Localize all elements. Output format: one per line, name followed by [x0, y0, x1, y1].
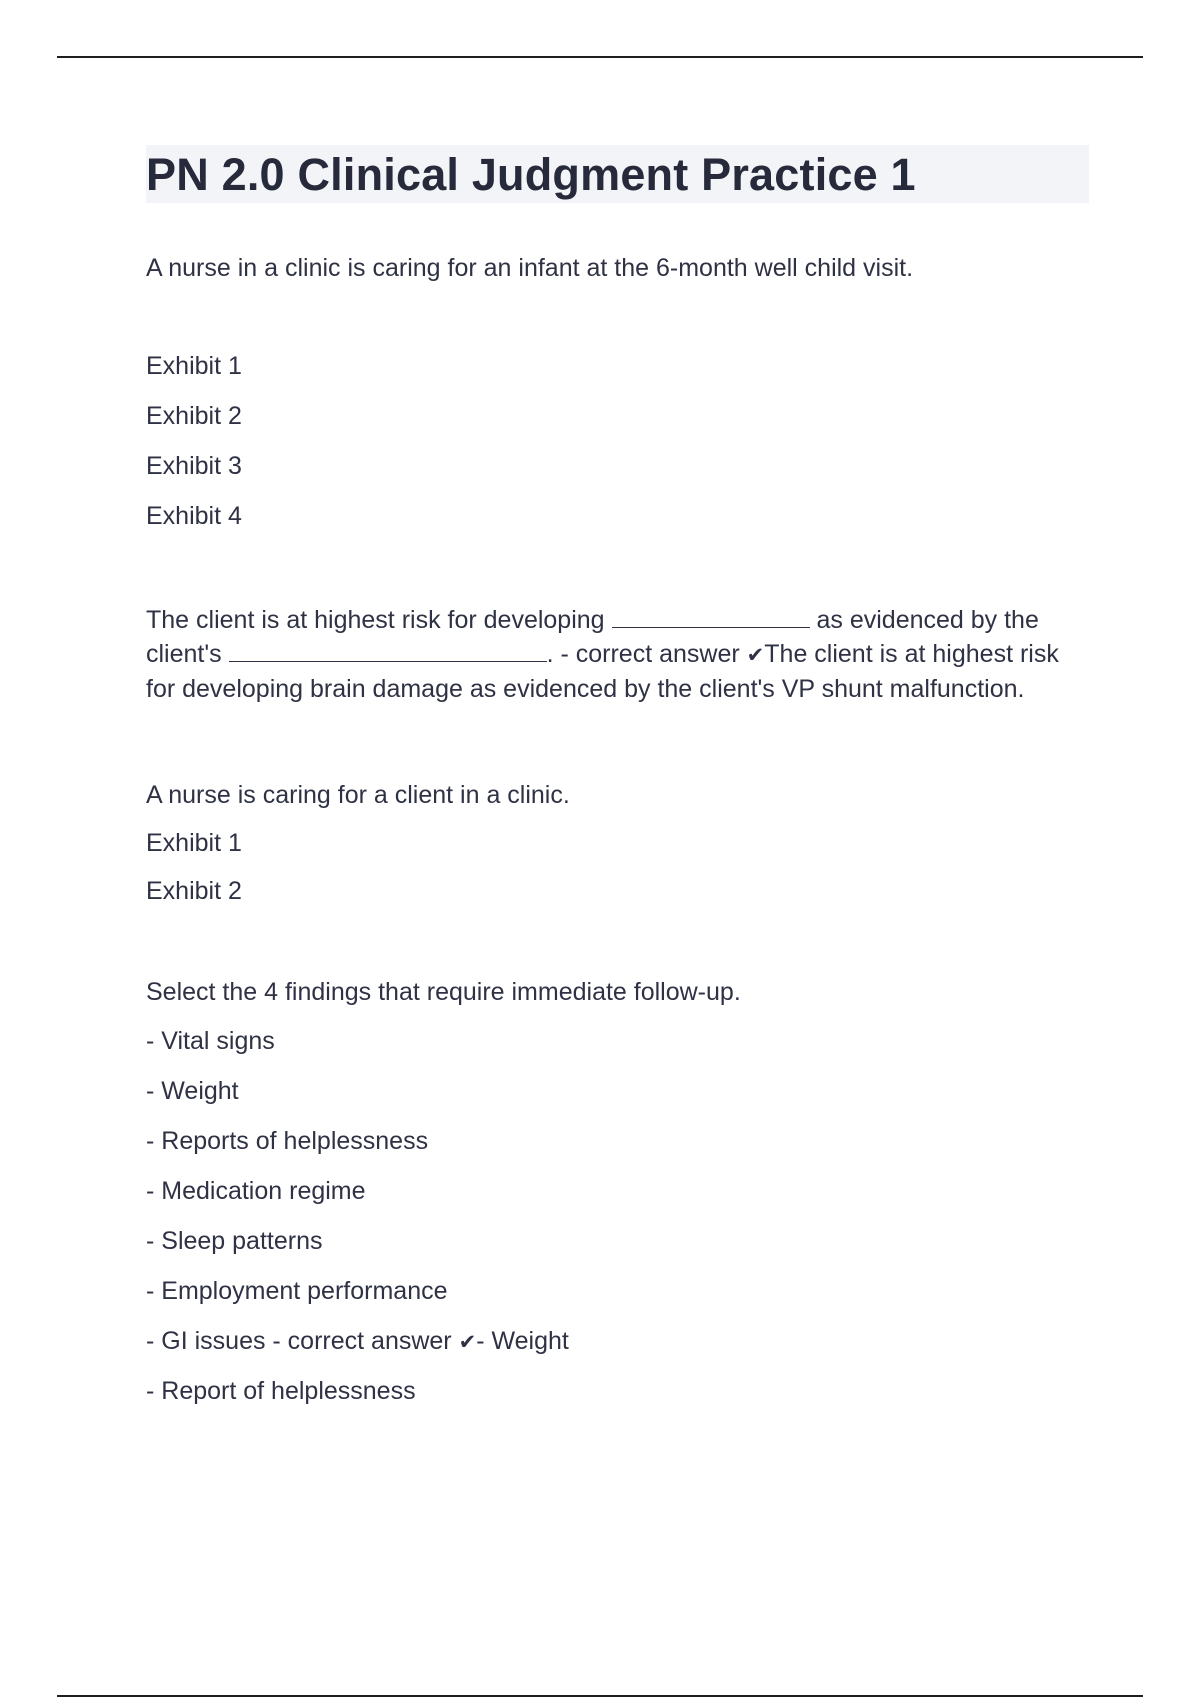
question-1-prompt — [146, 603, 1091, 706]
exhibit-link[interactable]: Exhibit 1 — [146, 829, 242, 857]
prompt-text: as evidenced by the client's — [146, 606, 1039, 668]
page-title: PN 2.0 Clinical Judgment Practice 1 — [146, 148, 916, 200]
option-item: - Employment performance — [146, 1277, 448, 1305]
check-mark-icon: ✔ — [458, 1330, 477, 1354]
exhibit-link[interactable]: Exhibit 3 — [146, 452, 242, 480]
answer-blank — [612, 605, 810, 628]
top-rule — [57, 56, 1143, 58]
correct-answer-text: The client is at highest risk for developing brain damage as evidenced by the client's VP shunt malfunction. — [146, 640, 1059, 703]
option-item: - Weight — [146, 1077, 239, 1105]
correct-answer-item: - Report of helplessness — [146, 1377, 416, 1405]
question-2-exhibits — [146, 826, 1091, 908]
question-1-exhibits — [146, 349, 1091, 533]
exhibit-link[interactable]: Exhibit 4 — [146, 502, 242, 530]
option-item-with-answer — [146, 1324, 1091, 1358]
correct-answer-label: . - correct answer — [546, 640, 740, 668]
question-2-options — [146, 1024, 1091, 1408]
question-2-scenario: A nurse is caring for a client in a clinic. — [146, 781, 570, 809]
option-text: - GI issues - correct answer — [146, 1327, 452, 1355]
exhibit-link[interactable]: Exhibit 1 — [146, 352, 242, 380]
title-bar — [146, 145, 1089, 203]
option-item: - Medication regime — [146, 1177, 366, 1205]
check-mark-icon: ✔ — [746, 643, 765, 667]
prompt-text: The client is at highest risk for developing — [146, 606, 605, 634]
exhibit-link[interactable]: Exhibit 2 — [146, 402, 242, 430]
question-2-prompt: Select the 4 findings that require immediate follow-up. — [146, 978, 741, 1006]
answer-blank — [229, 639, 547, 662]
document-body — [146, 145, 1091, 1408]
exhibit-link[interactable]: Exhibit 2 — [146, 877, 242, 905]
option-item: - Sleep patterns — [146, 1227, 323, 1255]
bottom-rule — [57, 1695, 1143, 1697]
correct-answer-text: - Weight — [476, 1327, 569, 1355]
option-item: - Vital signs — [146, 1027, 275, 1055]
option-item: - Reports of helplessness — [146, 1127, 429, 1155]
question-1-scenario: A nurse in a clinic is caring for an infant at the 6-month well child visit. — [146, 254, 914, 282]
